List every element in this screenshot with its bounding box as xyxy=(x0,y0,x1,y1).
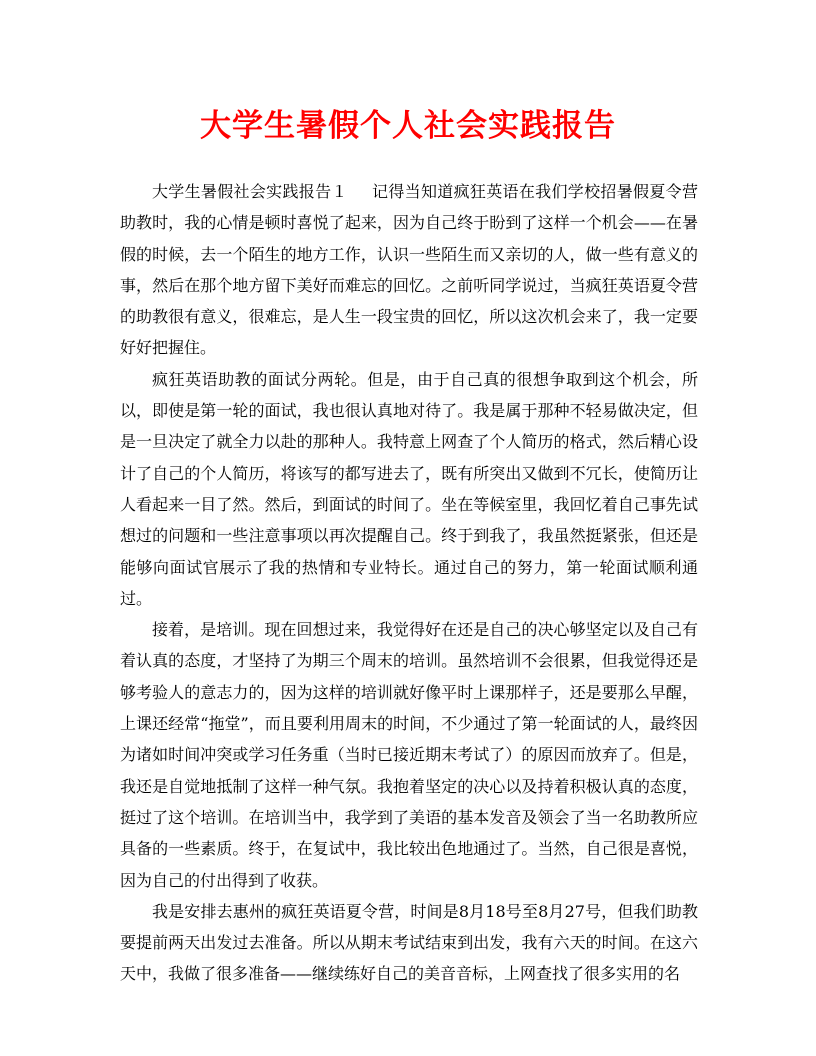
document-title: 大学生暑假个人社会实践报告 xyxy=(200,108,616,144)
document-body xyxy=(120,176,698,990)
paragraph-2: 疯狂英语助教的面试分两轮。但是，由于自己真的很想争取到这个机会，所以，即使是第一轮的面试，我也很认真地对待了。我是属于那种不轻易做决定，但是一旦决定了就全力以赴的那种人。我特意上网查了个人简历的格式，然后精心设计了自己的个人简历，将该写的都写进去了，既有所突出又做到不冗长，使简历让人看起来一目了然。然后，到面试的时间了。坐在等候室里，我回忆着自己事先试想过的问题和一些注意事项以再次提醒自己。终于到我了，我虽然挺紧张，但还是能够向面试官展示了我的热情和专业特长。通过自己的努力，第一轮面试顺利通过。 xyxy=(120,369,698,608)
paragraph-1-lead: 大学生暑假社会实践报告１ xyxy=(152,182,348,201)
paragraph-3: 接着，是培训。现在回想过来，我觉得好在还是自己的决心够坚定以及自己有着认真的态度，才坚持了为期三个周末的培训。虽然培训不会很累，但我觉得还是够考验人的意志力的，因为这样的培训就好像平时上课那样子，还是要那么早醒，上课还经常“拖堂”，而且要利用周末的时间，不少通过了第一轮面试的人，最终因为诸如时间冲突或学习任务重（当时已接近期末考试了）的原因而放弃了。但是，我还是自觉地抵制了这样一种气氛。我抱着坚定的决心以及持着积极认真的态度，挺过了这个培训。在培训当中，我学到了美语的基本发音及领会了当一名助教所应具备的一些素质。终于，在复试中，我比较出色地通过了。当然，自己很是喜悦，因为自己的付出得到了收获。 xyxy=(120,620,698,890)
paragraph-1 xyxy=(120,176,698,364)
paragraph-1-text: 记得当知道疯狂英语在我们学校招暑假夏令营助教时，我的心情是顿时喜悦了起来，因为自己终于盼到了这样一个机会——在暑假的时候，去一个陌生的地方工作，认识一些陌生而又亲切的人，做一些有意义的事，然后在那个地方留下美好而难忘的回忆。之前听同学说过，当疯狂英语夏令营的助教很有意义，很难忘，是人生一段宝贵的回忆，所以这次机会来了，我一定要好好把握住。 xyxy=(120,182,698,358)
paragraph-4: 我是安排去惠州的疯狂英语夏令营，时间是8月18号至8月27号，但我们助教要提前两天出发过去准备。所以从期末考试结束到出发，我有六天的时间。在这六天中，我做了很多准备——继续练好自己的美音音标，上网查找了很多实用的名 xyxy=(120,901,698,984)
